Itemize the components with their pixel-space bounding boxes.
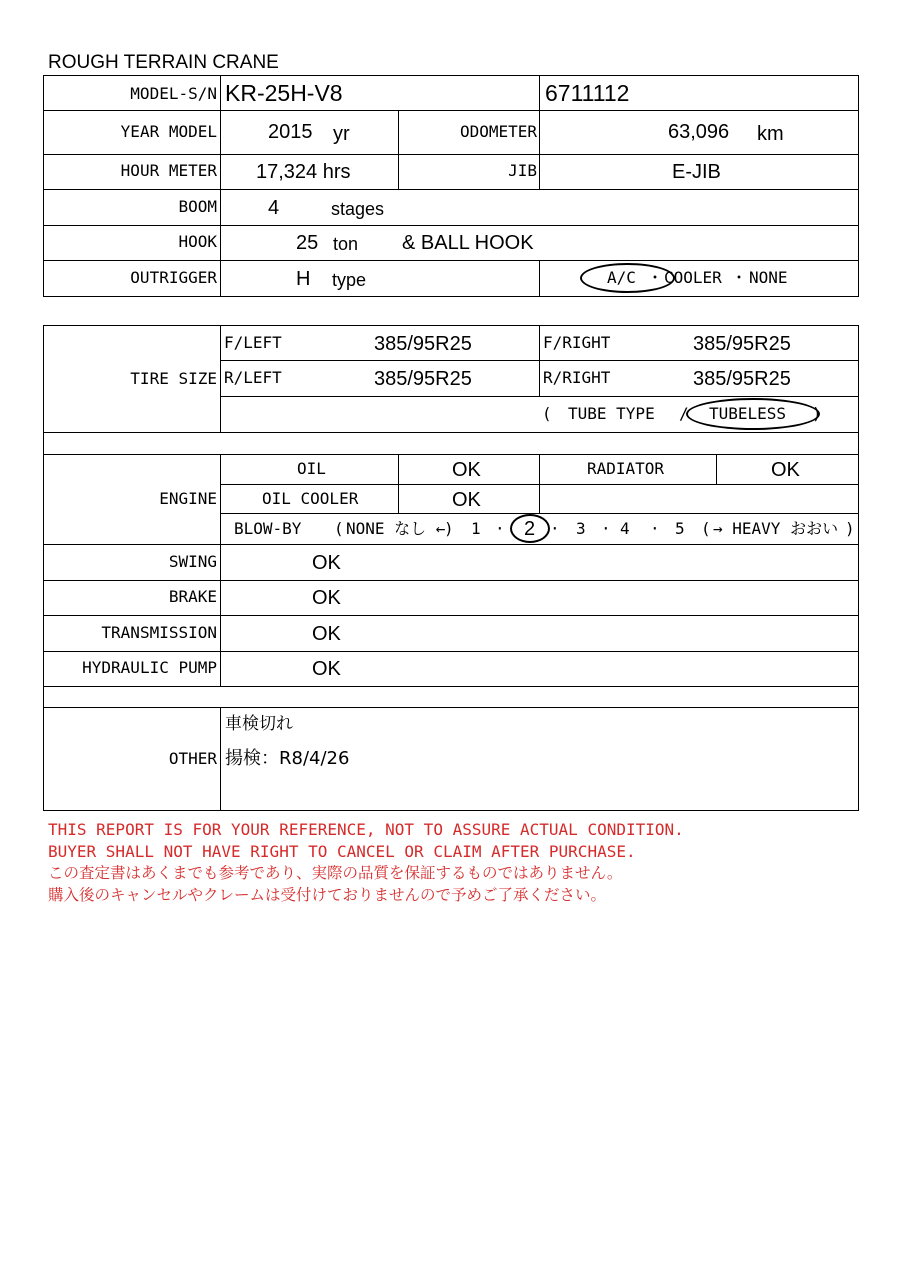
- f-left-value: 385/95R25: [374, 333, 472, 355]
- blowby-level-2: 2: [524, 518, 536, 540]
- blowby-close-paren-1: ): [444, 519, 454, 538]
- oil-value: OK: [452, 459, 481, 481]
- outrigger-unit: type: [332, 270, 367, 290]
- blowby-level-5: 5: [675, 519, 685, 538]
- tube-slash: /: [679, 404, 689, 423]
- blowby-level-3: 3: [576, 519, 586, 538]
- blowby-level-4: 4: [620, 519, 630, 538]
- radiator-value: OK: [771, 459, 800, 481]
- blowby-heavy: → HEAVY おおい: [713, 519, 839, 538]
- disclaimer-en-2: BUYER SHALL NOT HAVE RIGHT TO CANCEL OR CLAIM AFTER PURCHASE.: [48, 842, 636, 861]
- tubeless-selected-circle: [686, 398, 820, 430]
- ac-option-cooler: COOLER: [664, 268, 722, 287]
- tubeless-label: TUBELESS: [709, 404, 787, 423]
- brake-label: BRAKE: [168, 587, 217, 606]
- oil-cooler-value: OK: [452, 489, 481, 511]
- brake-value: OK: [312, 587, 341, 609]
- hydraulic-pump-label: HYDRAULIC PUMP: [82, 658, 217, 677]
- ac-option-none: NONE: [749, 268, 788, 287]
- swing-value: OK: [312, 552, 341, 574]
- outrigger-label: OUTRIGGER: [130, 268, 217, 287]
- blowby-selected-circle: [510, 514, 550, 543]
- other-table: [43, 707, 859, 811]
- r-left-value: 385/95R25: [374, 368, 472, 390]
- hour-meter-label: HOUR METER: [120, 161, 217, 180]
- f-right-value: 385/95R25: [693, 333, 791, 355]
- oil-cooler-label: OIL COOLER: [262, 489, 359, 508]
- blowby-label: BLOW-BY: [234, 519, 302, 538]
- document-title: ROUGH TERRAIN CRANE: [48, 52, 279, 73]
- other-line-1: 車検切れ: [225, 714, 293, 734]
- hydraulic-pump-value: OK: [312, 658, 341, 680]
- blowby-close-paren-2: ): [845, 519, 855, 538]
- blowby-dot-2: ·: [550, 519, 560, 538]
- model-sn-label: MODEL-S/N: [130, 84, 217, 103]
- outrigger-value: H: [296, 268, 311, 290]
- radiator-label: RADIATOR: [587, 459, 665, 478]
- ac-option-ac: A/C: [607, 268, 636, 287]
- tube-type-label: TUBE TYPE: [568, 404, 655, 423]
- tube-close-paren: ): [812, 404, 822, 423]
- serial-value: 6711112: [545, 80, 630, 106]
- hook-value: 25: [296, 232, 319, 254]
- blowby-open-paren-1: (: [334, 519, 344, 538]
- transmission-value: OK: [312, 623, 341, 645]
- oil-label: OIL: [297, 459, 326, 478]
- blowby-none: NONE なし ←: [346, 519, 446, 538]
- engine-label: ENGINE: [159, 489, 217, 508]
- tire-size-label: TIRE SIZE: [130, 369, 217, 388]
- model-value: KR-25H-V8: [225, 80, 343, 106]
- jib-label: JIB: [508, 161, 537, 180]
- vehicle-info-table: [43, 75, 859, 297]
- f-right-label: F/RIGHT: [543, 333, 611, 352]
- ac-selected-circle: [580, 263, 675, 293]
- disclaimer-en-1: THIS REPORT IS FOR YOUR REFERENCE, NOT TO ASSURE ACTUAL CONDITION.: [48, 820, 684, 839]
- transmission-label: TRANSMISSION: [101, 623, 217, 642]
- r-left-label: R/LEFT: [224, 368, 282, 387]
- odometer-unit: km: [757, 123, 784, 145]
- hour-meter-value: 17,324 hrs: [256, 161, 351, 183]
- hook-unit: ton: [333, 234, 359, 254]
- boom-label: BOOM: [178, 197, 217, 216]
- other-line-2: 揚検：R8/4/26: [225, 748, 350, 769]
- odometer-label: ODOMETER: [459, 122, 537, 141]
- disclaimer-jp-1: この査定書はあくまでも参考であり、実際の品質を保証するものではありません。: [48, 864, 623, 882]
- f-left-label: F/LEFT: [224, 333, 282, 352]
- year-model-label: YEAR MODEL: [120, 122, 217, 141]
- spacer-row-2: [43, 686, 859, 708]
- blowby-open-paren-2: (: [701, 519, 711, 538]
- jib-value: E-JIB: [672, 161, 721, 183]
- swing-label: SWING: [168, 552, 217, 571]
- ac-sep-1: ・: [647, 268, 664, 287]
- ac-sep-2: ・: [731, 268, 748, 287]
- blowby-level-1: 1: [471, 519, 481, 538]
- year-value: 2015: [268, 121, 313, 143]
- hook-extra: & BALL HOOK: [402, 232, 534, 254]
- disclaimer-jp-2: 購入後のキャンセルやクレームは受付けておりませんので予めご了承ください。: [48, 886, 607, 904]
- blowby-dot-1: ·: [495, 519, 505, 538]
- boom-value: 4: [268, 197, 280, 219]
- year-unit: yr: [333, 123, 350, 145]
- odometer-value: 63,096: [668, 121, 730, 143]
- hook-label: HOOK: [178, 232, 217, 251]
- r-right-label: R/RIGHT: [543, 368, 611, 387]
- spacer-row-1: [43, 432, 859, 455]
- tube-open-paren: (: [542, 404, 552, 423]
- r-right-value: 385/95R25: [693, 368, 791, 390]
- boom-unit: stages: [331, 199, 385, 219]
- blowby-dot-4: ·: [650, 519, 660, 538]
- other-label: OTHER: [168, 749, 217, 768]
- blowby-dot-3: ·: [601, 519, 611, 538]
